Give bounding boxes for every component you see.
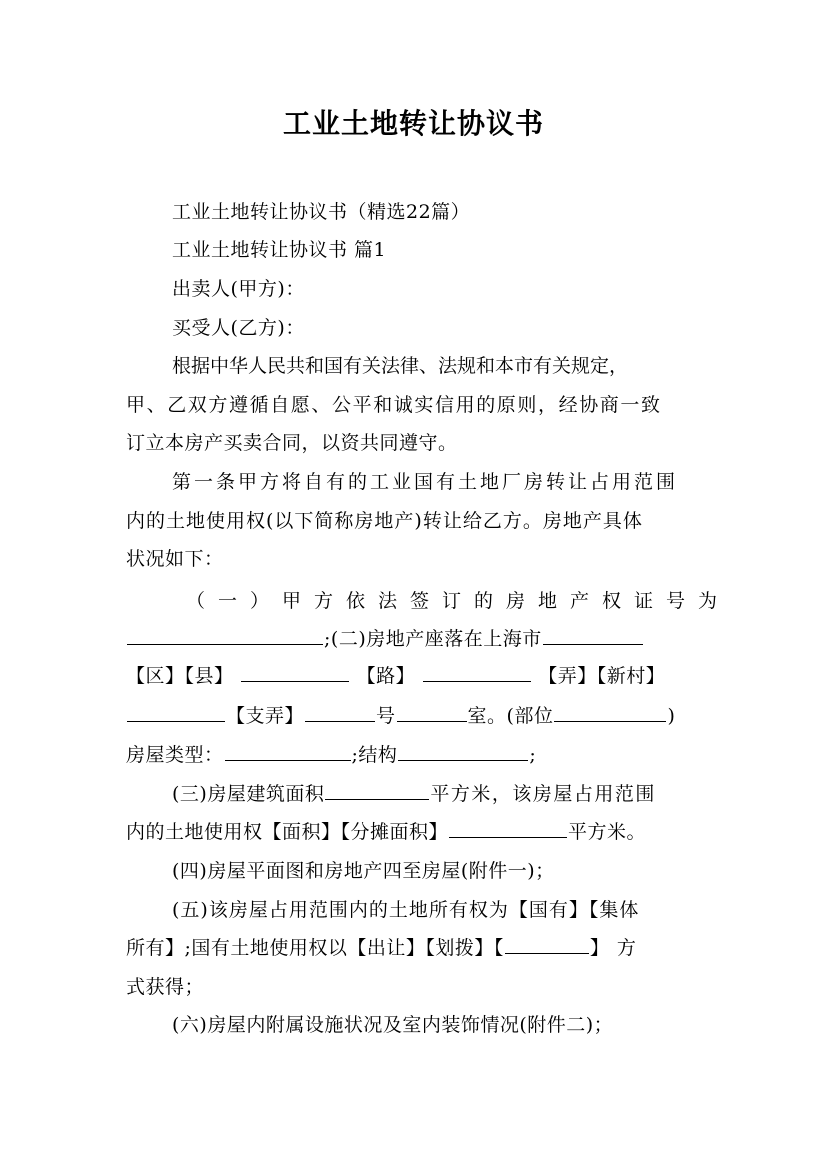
line-text: 【支弄】 — [226, 705, 305, 727]
fill-blank — [225, 740, 351, 761]
fill-blank — [505, 933, 589, 954]
fill-blank — [127, 624, 323, 645]
fill-blank — [543, 624, 643, 645]
line-text: (三)房屋建筑面积 — [172, 783, 325, 805]
paragraph-line: （一）甲方依法签订的房地产权证号为 — [186, 590, 731, 612]
line-text: 平方米。 — [568, 821, 647, 843]
line-text: 号 — [376, 705, 396, 727]
line-text: 根据中华人民共和国有关法律、法规和本市有关规定， — [172, 355, 629, 377]
paragraph-line: 工业土地转让协议书 篇1 — [172, 239, 387, 261]
paragraph-line: 内的土地使用权(以下简称房地产)转让给乙方。房地产具体 — [126, 510, 643, 532]
line-text: ;结构 — [351, 744, 398, 766]
fill-blank — [449, 817, 567, 838]
line-text: 【弄】【新村】 — [538, 665, 666, 687]
paragraph-line: 第一条甲方将自有的工业国有土地厂房转让占用范围 — [172, 471, 679, 493]
paragraph-line — [126, 929, 702, 967]
paragraph-line — [126, 697, 702, 735]
paragraph-line: (六)房屋内附属设施状况及室内装饰情况(附件二)； — [172, 1014, 614, 1036]
fill-blank — [397, 701, 467, 722]
fill-blank — [325, 779, 429, 800]
paragraph-line — [126, 657, 702, 695]
paragraph-line: 式获得； — [126, 976, 205, 998]
paragraph-line — [126, 736, 702, 774]
paragraph-line: 状况如下： — [126, 548, 224, 570]
line-text: 【区】【县】 — [126, 665, 234, 687]
line-text: 房屋类型： — [126, 744, 224, 766]
paragraph-line — [126, 813, 702, 851]
line-text: ;(二)房地产座落在上海市 — [324, 628, 542, 650]
paragraph-line: 工业土地转让协议书（精选22篇） — [172, 201, 471, 223]
line-text: 内的土地使用权【面积】【分摊面积】 — [126, 821, 449, 843]
fill-blank — [398, 740, 528, 761]
document-title: 工业土地转让协议书 — [282, 107, 544, 140]
fill-blank — [241, 661, 349, 682]
paragraph-line: 出卖人(甲方)： — [172, 278, 305, 300]
line-text: ; — [529, 744, 537, 766]
line-text: 【路】 — [356, 665, 416, 687]
paragraph-line — [172, 775, 748, 813]
line-text: 】方 — [589, 937, 644, 959]
line-text: 室。(部位 — [467, 705, 554, 727]
line-text: ) — [667, 705, 676, 727]
paragraph-line: 订立本房产买卖合同，以资共同遵守。 — [126, 432, 458, 454]
paragraph-line: 买受人(乙方)： — [172, 317, 305, 339]
line-text: 平方米，该房屋占用范围 — [430, 783, 656, 805]
paragraph-line: (五)该房屋占用范围内的土地所有权为【国有】【集体 — [172, 899, 640, 921]
fill-blank — [127, 701, 225, 722]
paragraph-line: (四)房屋平面图和房地产四至房屋(附件一)； — [172, 860, 555, 882]
fill-blank — [305, 701, 375, 722]
fill-blank — [423, 661, 531, 682]
paragraph-line: 甲、乙双方遵循自愿、公平和诚实信用的原则，经协商一致 — [126, 394, 662, 416]
fill-blank — [554, 701, 666, 722]
paragraph-line — [172, 347, 702, 385]
line-text: 所有】;国有土地使用权以【出让】【划拨】【 — [126, 937, 504, 959]
paragraph-line — [126, 620, 702, 658]
